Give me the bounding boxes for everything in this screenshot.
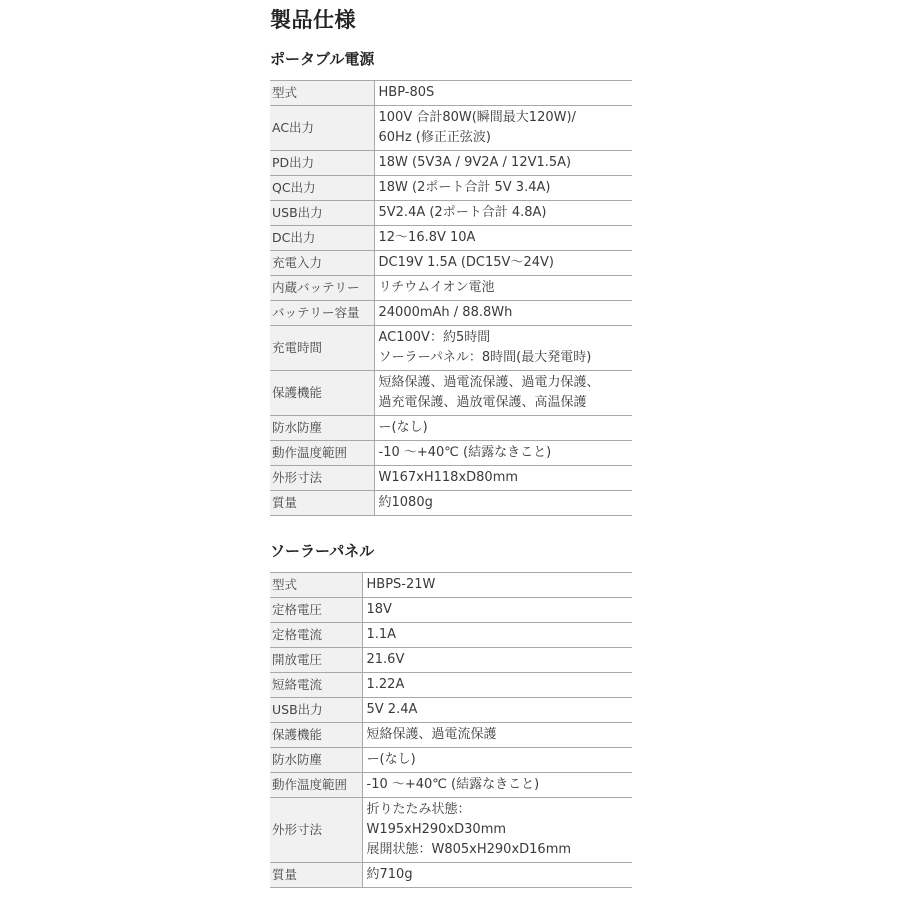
spec-value [362,723,632,748]
spec-row [270,151,632,176]
spec-value-line: 18W (5V3A / 9V2A / 12V1.5A) [378,155,572,170]
spec-value [362,863,632,888]
spec-value [374,151,632,176]
spec-value [362,573,632,598]
spec-row [270,573,632,598]
spec-value-line: 12〜16.8V 10A [378,230,476,245]
spec-label: 防水防塵 [270,416,374,441]
spec-value-line: AC100V：約5時間 [378,330,491,345]
spec-label: 内蔵バッテリー [270,276,374,301]
spec-value-line: -10 〜+40℃ (結露なきこと) [378,445,552,460]
spec-value [374,176,632,201]
spec-value-line: ー(なし) [366,752,416,767]
spec-value [374,201,632,226]
spec-value-line: DC19V 1.5A (DC15V〜24V) [378,255,554,270]
spec-value-line: 100V 合計80W(瞬間最大120W)/ [378,110,576,125]
spec-label: USB出力 [270,201,374,226]
spec-value-line: 21.6V [366,652,405,667]
spec-value-line: 5V2.4A (2ポート合計 4.8A) [378,205,547,220]
spec-row [270,201,632,226]
spec-row [270,441,632,466]
spec-value-line: -10 〜+40℃ (結露なきこと) [366,777,540,792]
spec-label: バッテリー容量 [270,301,374,326]
spec-value [374,226,632,251]
spec-value-line: 短絡保護、過電流保護 [366,727,497,742]
spec-row [270,623,632,648]
spec-row [270,106,632,151]
spec-row [270,276,632,301]
spec-value [374,371,632,416]
section-title-portable-power: ポータブル電源 [270,50,375,68]
spec-value [374,276,632,301]
spec-row [270,863,632,888]
spec-value [374,251,632,276]
spec-label: DC出力 [270,226,374,251]
spec-row [270,723,632,748]
spec-value-line: 1.1A [366,627,397,642]
spec-table-body [270,81,632,516]
spec-value-line: 5V 2.4A [366,702,418,717]
spec-value [362,598,632,623]
spec-row [270,698,632,723]
spec-value [374,301,632,326]
spec-value [362,773,632,798]
page-title: 製品仕様 [270,8,356,32]
spec-value [374,81,632,106]
spec-row [270,251,632,276]
spec-row [270,748,632,773]
spec-value [374,491,632,516]
spec-label: 充電時間 [270,326,374,371]
spec-row [270,326,632,371]
spec-row [270,371,632,416]
spec-table-portable-power [270,80,632,516]
spec-value [362,623,632,648]
spec-value-line: 60Hz (修正正弦波) [378,130,491,145]
spec-row [270,416,632,441]
spec-label: 保護機能 [270,371,374,416]
spec-label: USB出力 [270,698,362,723]
spec-table-body [270,573,632,888]
spec-value-line: 約1080g [378,495,433,510]
spec-value-line: HBP-80S [378,85,435,100]
spec-row [270,673,632,698]
spec-value [374,441,632,466]
spec-label: 外形寸法 [270,466,374,491]
spec-label: 外形寸法 [270,798,362,863]
spec-value-line: 18W (2ポート合計 5V 3.4A) [378,180,551,195]
spec-value-line: ソーラーパネル：8時間(最大発電時) [378,350,592,365]
spec-row [270,798,632,863]
spec-row [270,226,632,251]
spec-value-line: 短絡保護、過電流保護、過電力保護、 [378,375,600,390]
spec-label: 定格電圧 [270,598,362,623]
spec-label: 質量 [270,863,362,888]
spec-label: 開放電圧 [270,648,362,673]
spec-label: 定格電流 [270,623,362,648]
spec-label: AC出力 [270,106,374,151]
spec-label: 型式 [270,81,374,106]
spec-value [374,326,632,371]
spec-value-line: 展開状態：W805xH290xD16mm [366,842,572,857]
spec-row [270,176,632,201]
spec-label: 防水防塵 [270,748,362,773]
spec-label: 動作温度範囲 [270,773,362,798]
spec-value-line: HBPS-21W [366,577,436,592]
spec-value-line: 24000mAh / 88.8Wh [378,305,513,320]
spec-value-line: 折りたたみ状態： [366,802,471,817]
spec-value-line: ー(なし) [378,420,428,435]
spec-label: PD出力 [270,151,374,176]
spec-value-line: リチウムイオン電池 [378,280,495,295]
spec-table-solar-panel [270,572,632,888]
spec-label: QC出力 [270,176,374,201]
spec-value-line: 1.22A [366,677,405,692]
spec-value-line: 約710g [366,867,413,882]
spec-label: 質量 [270,491,374,516]
spec-row [270,81,632,106]
spec-value [374,106,632,151]
spec-label: 充電入力 [270,251,374,276]
spec-value [362,798,632,863]
spec-value [362,648,632,673]
spec-value [362,748,632,773]
spec-value-line: W195xH290xD30mm [366,822,507,837]
spec-value-line: W167xH118xD80mm [378,470,519,485]
spec-row [270,598,632,623]
spec-value [374,416,632,441]
spec-row [270,301,632,326]
spec-row [270,773,632,798]
spec-label: 短絡電流 [270,673,362,698]
spec-label: 保護機能 [270,723,362,748]
spec-label: 型式 [270,573,362,598]
spec-value [362,698,632,723]
spec-row [270,466,632,491]
spec-label: 動作温度範囲 [270,441,374,466]
spec-row [270,648,632,673]
section-title-solar-panel: ソーラーパネル [270,542,375,560]
spec-value [374,466,632,491]
spec-value-line: 過充電保護、過放電保護、高温保護 [378,395,587,410]
spec-value-line: 18V [366,602,392,617]
spec-row [270,491,632,516]
spec-value [362,673,632,698]
